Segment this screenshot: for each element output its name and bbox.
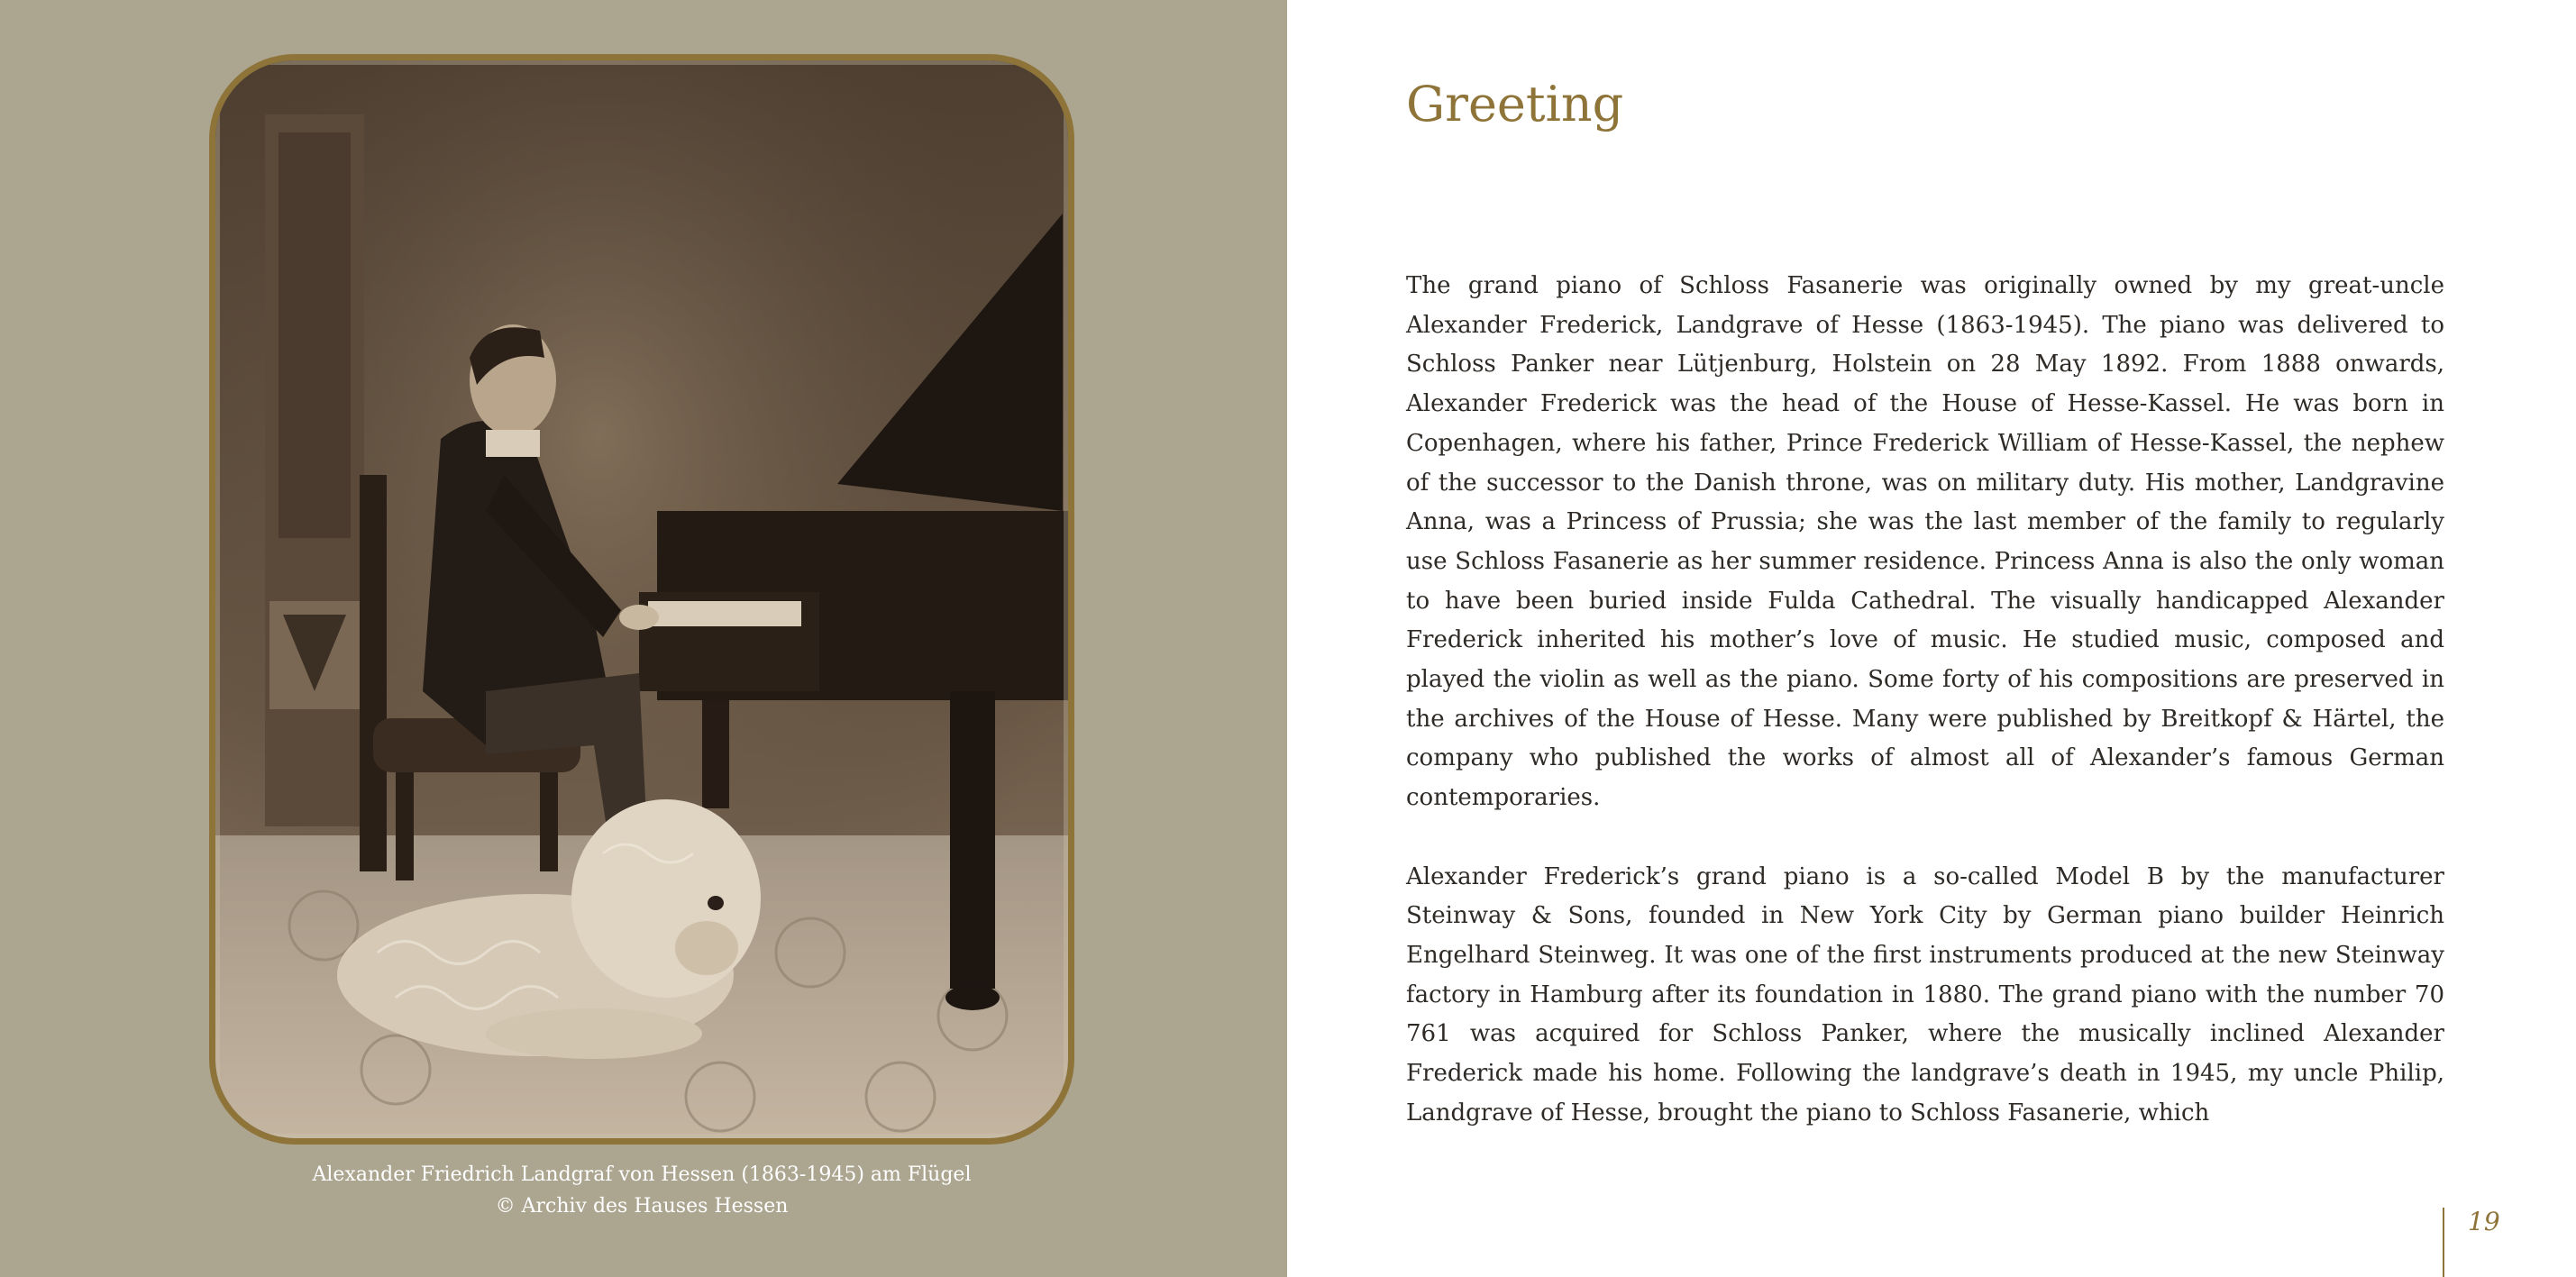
caption-line-2: © Archiv des Hauses Hessen bbox=[495, 1195, 789, 1218]
page-number: 19 bbox=[2468, 1207, 2500, 1236]
body-text bbox=[1406, 267, 2444, 1133]
page-number-divider bbox=[2443, 1208, 2444, 1277]
paragraph-1: The grand piano of Schloss Fasanerie was originally owned by my great-uncle Alexander Frederick, Landgrave of Hesse (1863-1945). The piano was delivered to Schloss Panker near Lütjenburg, Holstein on 28 May 1892. From 1888 onwards, Alexander Frederick was the head of the House of Hesse-Kassel. He was born in Copenhagen, where his father, Prince Frederick William of Hesse-Kassel, the nephew of the successor to the Danish throne, was on military duty. His mother, Landgravine Anna, was a Princess of Prussia; she was the last member of the family to regularly use Schloss Fasanerie as her summer residence. Princess Anna is also the only woman to have been buried inside Fulda Cathedral. The visually handicapped Alexander Frederick inherited his mother’s love of music. He studied music, composed and played the violin as well as the piano. Some forty of his compositions are preserved in the archives of the House of Hesse. Many were published by Breitkopf & Härtel, the company who published the works of almost all of Alexander’s famous German contemporaries. bbox=[1406, 272, 2444, 812]
caption-line-1: Alexander Friedrich Landgraf von Hessen (1863-1945) am Flügel bbox=[312, 1163, 972, 1186]
historical-photo bbox=[209, 54, 1074, 1145]
left-page bbox=[0, 0, 1287, 1277]
historical-photo-icon bbox=[215, 60, 1068, 1138]
photo-caption bbox=[209, 1159, 1074, 1222]
page-title: Greeting bbox=[1406, 76, 1624, 132]
right-page bbox=[1287, 0, 2576, 1277]
paragraph-2: Alexander Frederick’s grand piano is a so-called Model B by the manufacturer Steinway & Sons, founded in New York City by German piano builder Heinrich Engelhard Steinweg. It was one of the first instruments produced at the new Steinway factory in Hamburg after its foundation in 1880. The grand piano with the number 70 761 was acquired for Schloss Panker, where the musically inclined Alexander Frederick made his home. Following the landgrave’s death in 1945, my uncle Philip, Landgrave of Hesse, brought the piano to Schloss Fasanerie, which bbox=[1406, 862, 2444, 1126]
